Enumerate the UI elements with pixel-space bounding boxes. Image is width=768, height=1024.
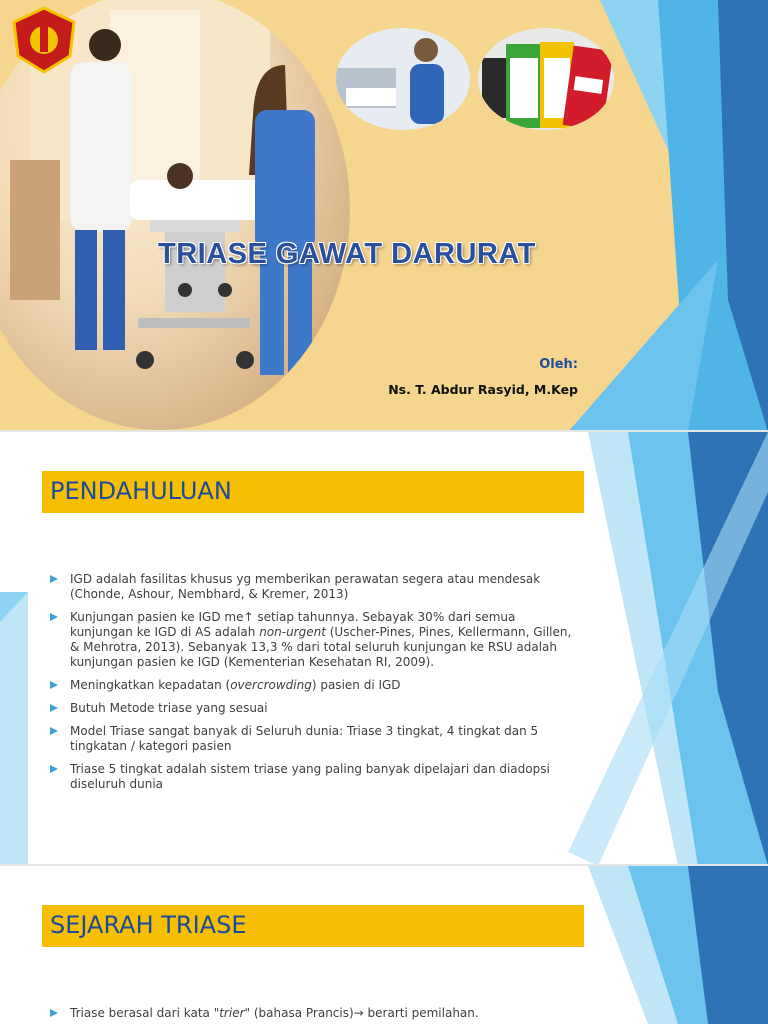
bullet-list bbox=[48, 572, 578, 800]
decorative-facets bbox=[568, 0, 768, 432]
bullet-arrow-icon bbox=[50, 727, 58, 735]
by-label: Oleh: bbox=[539, 357, 578, 372]
bullet-arrow-icon bbox=[50, 1009, 58, 1017]
decorative-facets bbox=[568, 866, 768, 1024]
bullet-list bbox=[48, 1006, 578, 1024]
section-heading-bar bbox=[42, 905, 584, 947]
introduction-slide bbox=[0, 432, 768, 866]
section-heading-bar bbox=[42, 471, 584, 513]
bullet-arrow-icon bbox=[50, 575, 58, 583]
decorative-facets bbox=[568, 432, 768, 866]
author-name: Ns. T. Abdur Rasyid, M.Kep bbox=[388, 382, 578, 397]
left-deco-strip bbox=[0, 592, 28, 866]
history-slide bbox=[0, 866, 768, 1024]
list-item: Meningkatkan kepadatan (overcrowding) pasien di IGD bbox=[48, 678, 578, 693]
section-heading: SEJARAH TRIASE bbox=[50, 911, 247, 939]
bullet-arrow-icon bbox=[50, 681, 58, 689]
bullet-arrow-icon bbox=[50, 704, 58, 712]
bullet-arrow-icon bbox=[50, 765, 58, 773]
nurse-photo bbox=[336, 28, 470, 130]
bullet-arrow-icon bbox=[50, 613, 58, 621]
list-item: Kunjungan pasien ke IGD me↑ setiap tahunnya. Sebayak 30% dari semua kunjungan ke IGD di AS adalah non-urgent (Uscher-Pines, Pines, Kellermann, Gillen, & Mehrotra, 2013). Sebanyak 13,3 % dari total seluruh kunjungan ke RSU adalah kunjungan pasien ke IGD (Kementerian Kesehatan RI, 2009). bbox=[48, 610, 578, 670]
list-item: Model Triase sangat banyak di Seluruh dunia: Triase 3 tingkat, 4 tingkat dan 5 tingkatan / kategori pasien bbox=[48, 724, 578, 754]
title-slide bbox=[0, 0, 768, 432]
list-item: IGD adalah fasilitas khusus yg memberikan perawatan segera atau mendesak (Chonde, Ashour, Nembhard, & Kremer, 2013) bbox=[48, 572, 578, 602]
list-item: Triase berasal dari kata "trier" (bahasa Prancis)→ berarti pemilahan. bbox=[48, 1006, 578, 1021]
presentation-title: TRIASE GAWAT DARURAT bbox=[158, 238, 536, 270]
university-logo bbox=[10, 6, 78, 74]
list-item: Butuh Metode triase yang sesuai bbox=[48, 701, 578, 716]
section-heading: PENDAHULUAN bbox=[50, 477, 232, 505]
list-item: Triase 5 tingkat adalah sistem triase yang paling banyak dipelajari dan diadopsi diseluruh dunia bbox=[48, 762, 578, 792]
